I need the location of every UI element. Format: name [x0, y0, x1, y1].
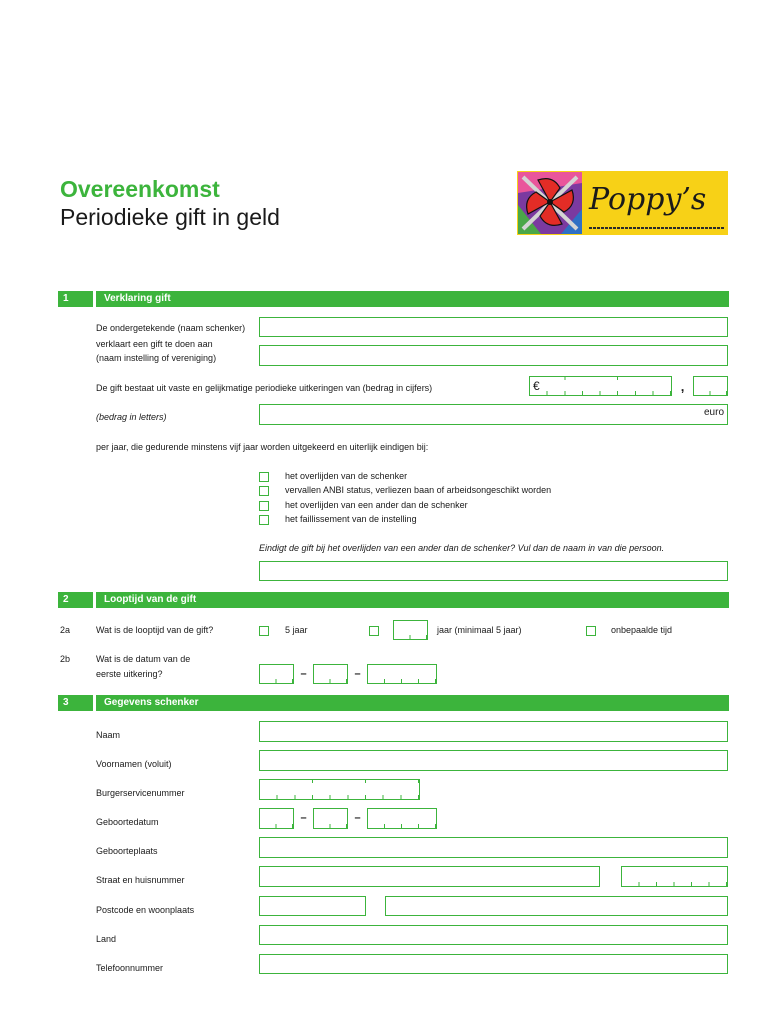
first-payment-year-field[interactable]: [367, 664, 437, 684]
period-text: per jaar, die gedurende minstens vijf jaar worden uitgekeerd en uiterlijk eindigen bij:: [96, 442, 429, 452]
bsn-label: Burgerservicenummer: [96, 788, 185, 798]
duration-5-years-checkbox[interactable]: [259, 626, 269, 636]
phone-field[interactable]: [259, 954, 728, 974]
euro-symbol: €: [533, 379, 540, 393]
document-subtitle: Periodieke gift in geld: [60, 204, 280, 230]
street-field[interactable]: [259, 866, 600, 887]
end-option-label: vervallen ANBI status, verliezen baan of arbeidsongeschikt worden: [285, 485, 552, 495]
logo-wordmark: Poppy’s: [589, 182, 707, 217]
duration-indefinite-checkbox[interactable]: [586, 626, 596, 636]
date-separator: –: [354, 812, 361, 824]
name-label: Naam: [96, 730, 121, 740]
pinwheel-flower-icon: [518, 172, 582, 234]
recipient-label-line2: (naam instelling of vereniging): [96, 353, 217, 363]
first-names-label: Voornamen (voluit): [96, 759, 172, 769]
amount-words-label: (bedrag in letters): [96, 412, 167, 422]
end-option-checkbox-other-death[interactable]: [259, 501, 269, 511]
phone-label: Telefoonnummer: [96, 963, 164, 973]
question-2a-label: Wat is de looptijd van de gift?: [96, 625, 214, 635]
first-payment-day-field[interactable]: [259, 664, 294, 684]
question-2b-label-line1: Wat is de datum van de: [96, 654, 191, 664]
poppys-logo: [517, 171, 728, 235]
amount-words-field[interactable]: [259, 404, 728, 425]
end-option-label: het overlijden van de schenker: [285, 471, 408, 481]
birth-year-field[interactable]: [367, 808, 437, 829]
donor-name-field[interactable]: [259, 317, 728, 337]
section-1-title: Verklaring gift: [96, 291, 729, 307]
end-option-label: het faillissement van de instelling: [285, 514, 417, 524]
postcode-city-label: Postcode en woonplaats: [96, 905, 195, 915]
street-label: Straat en huisnummer: [96, 875, 185, 885]
recipient-label-line1: verklaart een gift te doen aan: [96, 339, 213, 349]
logo-graphic: [517, 171, 728, 235]
country-label: Land: [96, 934, 117, 944]
end-option-label: het overlijden van een ander dan de schenker: [285, 500, 468, 510]
recipient-name-field[interactable]: [259, 345, 728, 366]
duration-years-field[interactable]: [393, 620, 428, 640]
end-option-checkbox-donor-death[interactable]: [259, 472, 269, 482]
country-field[interactable]: [259, 925, 728, 945]
name-field[interactable]: [259, 721, 728, 742]
end-option-checkbox-bankruptcy[interactable]: [259, 515, 269, 525]
document-title: Overeenkomst: [60, 176, 220, 202]
duration-5-years-label: 5 jaar: [285, 625, 308, 635]
section-1-number: 1: [58, 291, 93, 307]
birth-month-field[interactable]: [313, 808, 348, 829]
duration-custom-checkbox[interactable]: [369, 626, 379, 636]
end-option-checkbox-anbi[interactable]: [259, 486, 269, 496]
date-separator: –: [300, 812, 307, 824]
amount-euros-field[interactable]: [529, 376, 672, 396]
postcode-field[interactable]: [259, 896, 366, 916]
birth-place-label: Geboorteplaats: [96, 846, 158, 856]
date-separator: –: [354, 668, 361, 680]
decimal-separator: ,: [680, 379, 685, 394]
question-2a-number: 2a: [60, 625, 71, 635]
duration-indefinite-label: onbepaalde tijd: [611, 625, 673, 635]
section-2-title: Looptijd van de gift: [96, 592, 729, 608]
section-2-number: 2: [58, 592, 93, 608]
date-separator: –: [300, 668, 307, 680]
first-names-field[interactable]: [259, 750, 728, 771]
section-3-number: 3: [58, 695, 93, 711]
question-2b-label-line2: eerste uitkering?: [96, 669, 163, 679]
house-number-field[interactable]: [621, 866, 728, 887]
other-person-name-field[interactable]: [259, 561, 728, 581]
amount-figures-label: De gift bestaat uit vaste en gelijkmatige periodieke uitkeringen van (bedrag in cijfers): [96, 383, 433, 393]
amount-cents-field[interactable]: [693, 376, 728, 396]
birth-date-label: Geboortedatum: [96, 817, 159, 827]
duration-custom-label: jaar (minimaal 5 jaar): [437, 625, 522, 635]
bsn-field[interactable]: [259, 779, 420, 800]
birth-day-field[interactable]: [259, 808, 294, 829]
birth-place-field[interactable]: [259, 837, 728, 858]
question-2b-number: 2b: [60, 654, 71, 664]
section-3-title: Gegevens schenker: [96, 695, 729, 711]
donor-name-label: De ondergetekende (naam schenker): [96, 323, 246, 333]
euro-suffix: euro: [703, 407, 724, 418]
other-person-note: Eindigt de gift bij het overlijden van een ander dan de schenker? Vul dan de naam in van die persoon.: [259, 543, 665, 553]
city-field[interactable]: [385, 896, 728, 916]
first-payment-month-field[interactable]: [313, 664, 348, 684]
